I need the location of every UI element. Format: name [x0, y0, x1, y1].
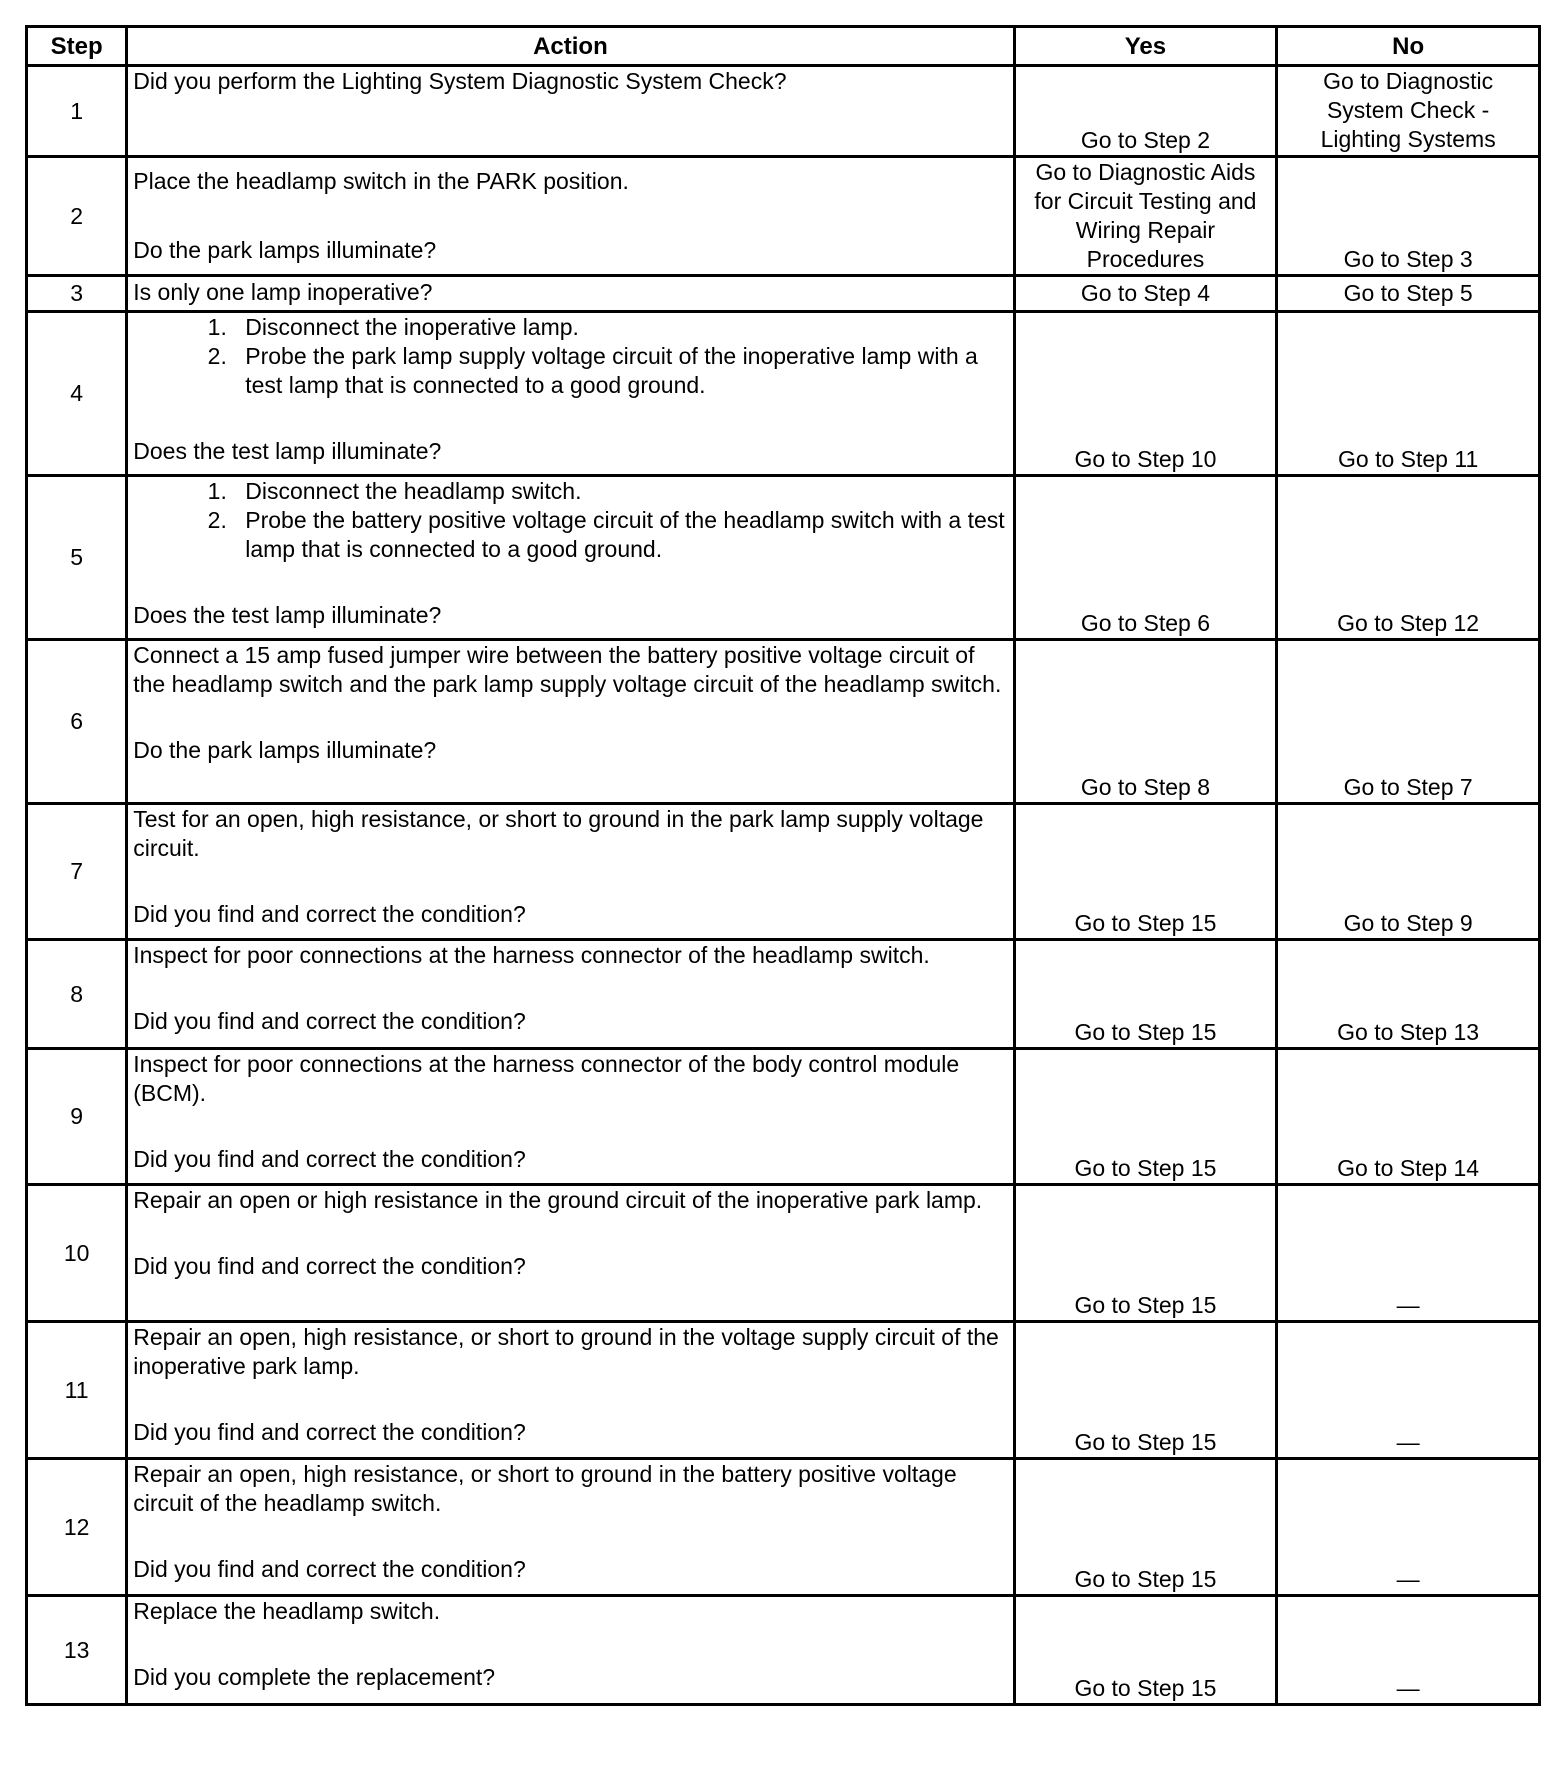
list-item: 1. Disconnect the inoperative lamp.	[233, 313, 1007, 342]
step-number: 4	[27, 312, 127, 476]
table-row	[27, 1049, 1540, 1185]
action-cell	[127, 940, 1014, 1049]
no-result: Go to Step 3	[1277, 157, 1540, 276]
action-question: Do the park lamps illuminate?	[133, 237, 437, 263]
step-number: 5	[27, 476, 127, 640]
header-action: Action	[127, 27, 1014, 66]
action-text: Repair an open, high resistance, or short to ground in the voltage supply circuit of the inoperative park lamp.	[133, 1324, 999, 1379]
yes-result: Go to Step 15	[1014, 804, 1277, 940]
yes-result: Go to Step 4	[1014, 276, 1277, 312]
action-question: Did you find and correct the condition?	[133, 1008, 526, 1034]
action-text: Place the headlamp switch in the PARK position.	[133, 168, 629, 194]
action-question: Did you find and correct the condition?	[133, 1146, 526, 1172]
action-cell	[127, 312, 1014, 476]
action-cell	[127, 1049, 1014, 1185]
action-text: Inspect for poor connections at the harness connector of the headlamp switch.	[133, 942, 930, 968]
step-number: 13	[27, 1596, 127, 1705]
step-number: 11	[27, 1322, 127, 1459]
list-item: 1. Disconnect the headlamp switch.	[233, 477, 1007, 506]
table-row	[27, 1322, 1540, 1459]
yes-result: Go to Step 6	[1014, 476, 1277, 640]
action-text: Repair an open or high resistance in the ground circuit of the inoperative park lamp.	[133, 1187, 983, 1213]
action-text: Repair an open, high resistance, or short to ground in the battery positive voltage circuit of the headlamp switch.	[133, 1461, 957, 1516]
step-number: 2	[27, 157, 127, 276]
diagnostic-table-container	[25, 25, 1541, 1706]
header-no: No	[1277, 27, 1540, 66]
table-row	[27, 312, 1540, 476]
yes-result: Go to Step 15	[1014, 1596, 1277, 1705]
list-item: 2. Probe the park lamp supply voltage circuit of the inoperative lamp with a test lamp that is connected to a good ground.	[233, 342, 1007, 400]
action-question: Did you find and correct the condition?	[133, 1253, 526, 1279]
no-result: Go to Step 14	[1277, 1049, 1540, 1185]
table-row	[27, 1596, 1540, 1705]
no-result: —	[1277, 1459, 1540, 1596]
step-number: 9	[27, 1049, 127, 1185]
no-result: —	[1277, 1322, 1540, 1459]
no-result: Go to Diagnostic System Check - Lighting Systems	[1277, 66, 1540, 157]
action-cell	[127, 157, 1014, 276]
table-row	[27, 476, 1540, 640]
action-text: Test for an open, high resistance, or short to ground in the park lamp supply voltage circuit.	[133, 806, 984, 861]
no-result: Go to Step 5	[1277, 276, 1540, 312]
yes-result: Go to Step 15	[1014, 1459, 1277, 1596]
action-cell	[127, 1185, 1014, 1322]
table-row	[27, 640, 1540, 804]
yes-result: Go to Step 15	[1014, 940, 1277, 1049]
action-cell	[127, 276, 1014, 312]
list-item: 2. Probe the battery positive voltage circuit of the headlamp switch with a test lamp that is connected to a good ground.	[233, 506, 1007, 564]
no-result: —	[1277, 1185, 1540, 1322]
no-result: —	[1277, 1596, 1540, 1705]
action-text: Is only one lamp inoperative?	[133, 279, 433, 305]
action-question: Did you find and correct the condition?	[133, 1419, 526, 1445]
table-row	[27, 1459, 1540, 1596]
step-number: 7	[27, 804, 127, 940]
table-header-row	[27, 27, 1540, 66]
yes-result: Go to Step 2	[1014, 66, 1277, 157]
yes-result: Go to Step 10	[1014, 312, 1277, 476]
header-step: Step	[27, 27, 127, 66]
no-result: Go to Step 12	[1277, 476, 1540, 640]
step-number: 10	[27, 1185, 127, 1322]
step-number: 3	[27, 276, 127, 312]
action-question: Did you find and correct the condition?	[133, 901, 526, 927]
no-result: Go to Step 7	[1277, 640, 1540, 804]
action-cell	[127, 1322, 1014, 1459]
action-question: Does the test lamp illuminate?	[133, 602, 442, 628]
step-number: 12	[27, 1459, 127, 1596]
yes-result: Go to Step 8	[1014, 640, 1277, 804]
header-yes: Yes	[1014, 27, 1277, 66]
table-row	[27, 804, 1540, 940]
action-question: Did you complete the replacement?	[133, 1664, 496, 1690]
yes-result: Go to Step 15	[1014, 1322, 1277, 1459]
action-question: Do the park lamps illuminate?	[133, 737, 437, 763]
step-number: 8	[27, 940, 127, 1049]
action-text: Inspect for poor connections at the harness connector of the body control module (BCM).	[133, 1051, 960, 1106]
action-text: Did you perform the Lighting System Diagnostic System Check?	[133, 68, 787, 94]
action-text: Connect a 15 amp fused jumper wire between the battery positive voltage circuit of the headlamp switch and the park lamp supply voltage circuit of the headlamp switch.	[133, 642, 1002, 697]
step-number: 1	[27, 66, 127, 157]
no-result: Go to Step 11	[1277, 312, 1540, 476]
step-number: 6	[27, 640, 127, 804]
table-row	[27, 940, 1540, 1049]
table-row	[27, 276, 1540, 312]
action-steps-list	[133, 313, 1007, 400]
action-cell	[127, 476, 1014, 640]
yes-result: Go to Step 15	[1014, 1185, 1277, 1322]
action-cell	[127, 66, 1014, 157]
yes-result: Go to Step 15	[1014, 1049, 1277, 1185]
table-row	[27, 157, 1540, 276]
yes-result: Go to Diagnostic Aids for Circuit Testing and Wiring Repair Procedures	[1014, 157, 1277, 276]
action-question: Did you find and correct the condition?	[133, 1556, 526, 1582]
action-question: Does the test lamp illuminate?	[133, 438, 442, 464]
action-steps-list	[133, 477, 1007, 564]
action-text: Replace the headlamp switch.	[133, 1598, 441, 1624]
no-result: Go to Step 13	[1277, 940, 1540, 1049]
action-cell	[127, 640, 1014, 804]
no-result: Go to Step 9	[1277, 804, 1540, 940]
table-row	[27, 66, 1540, 157]
table-row	[27, 1185, 1540, 1322]
action-cell	[127, 1596, 1014, 1705]
diagnostic-table	[25, 25, 1541, 1706]
action-cell	[127, 804, 1014, 940]
action-cell	[127, 1459, 1014, 1596]
